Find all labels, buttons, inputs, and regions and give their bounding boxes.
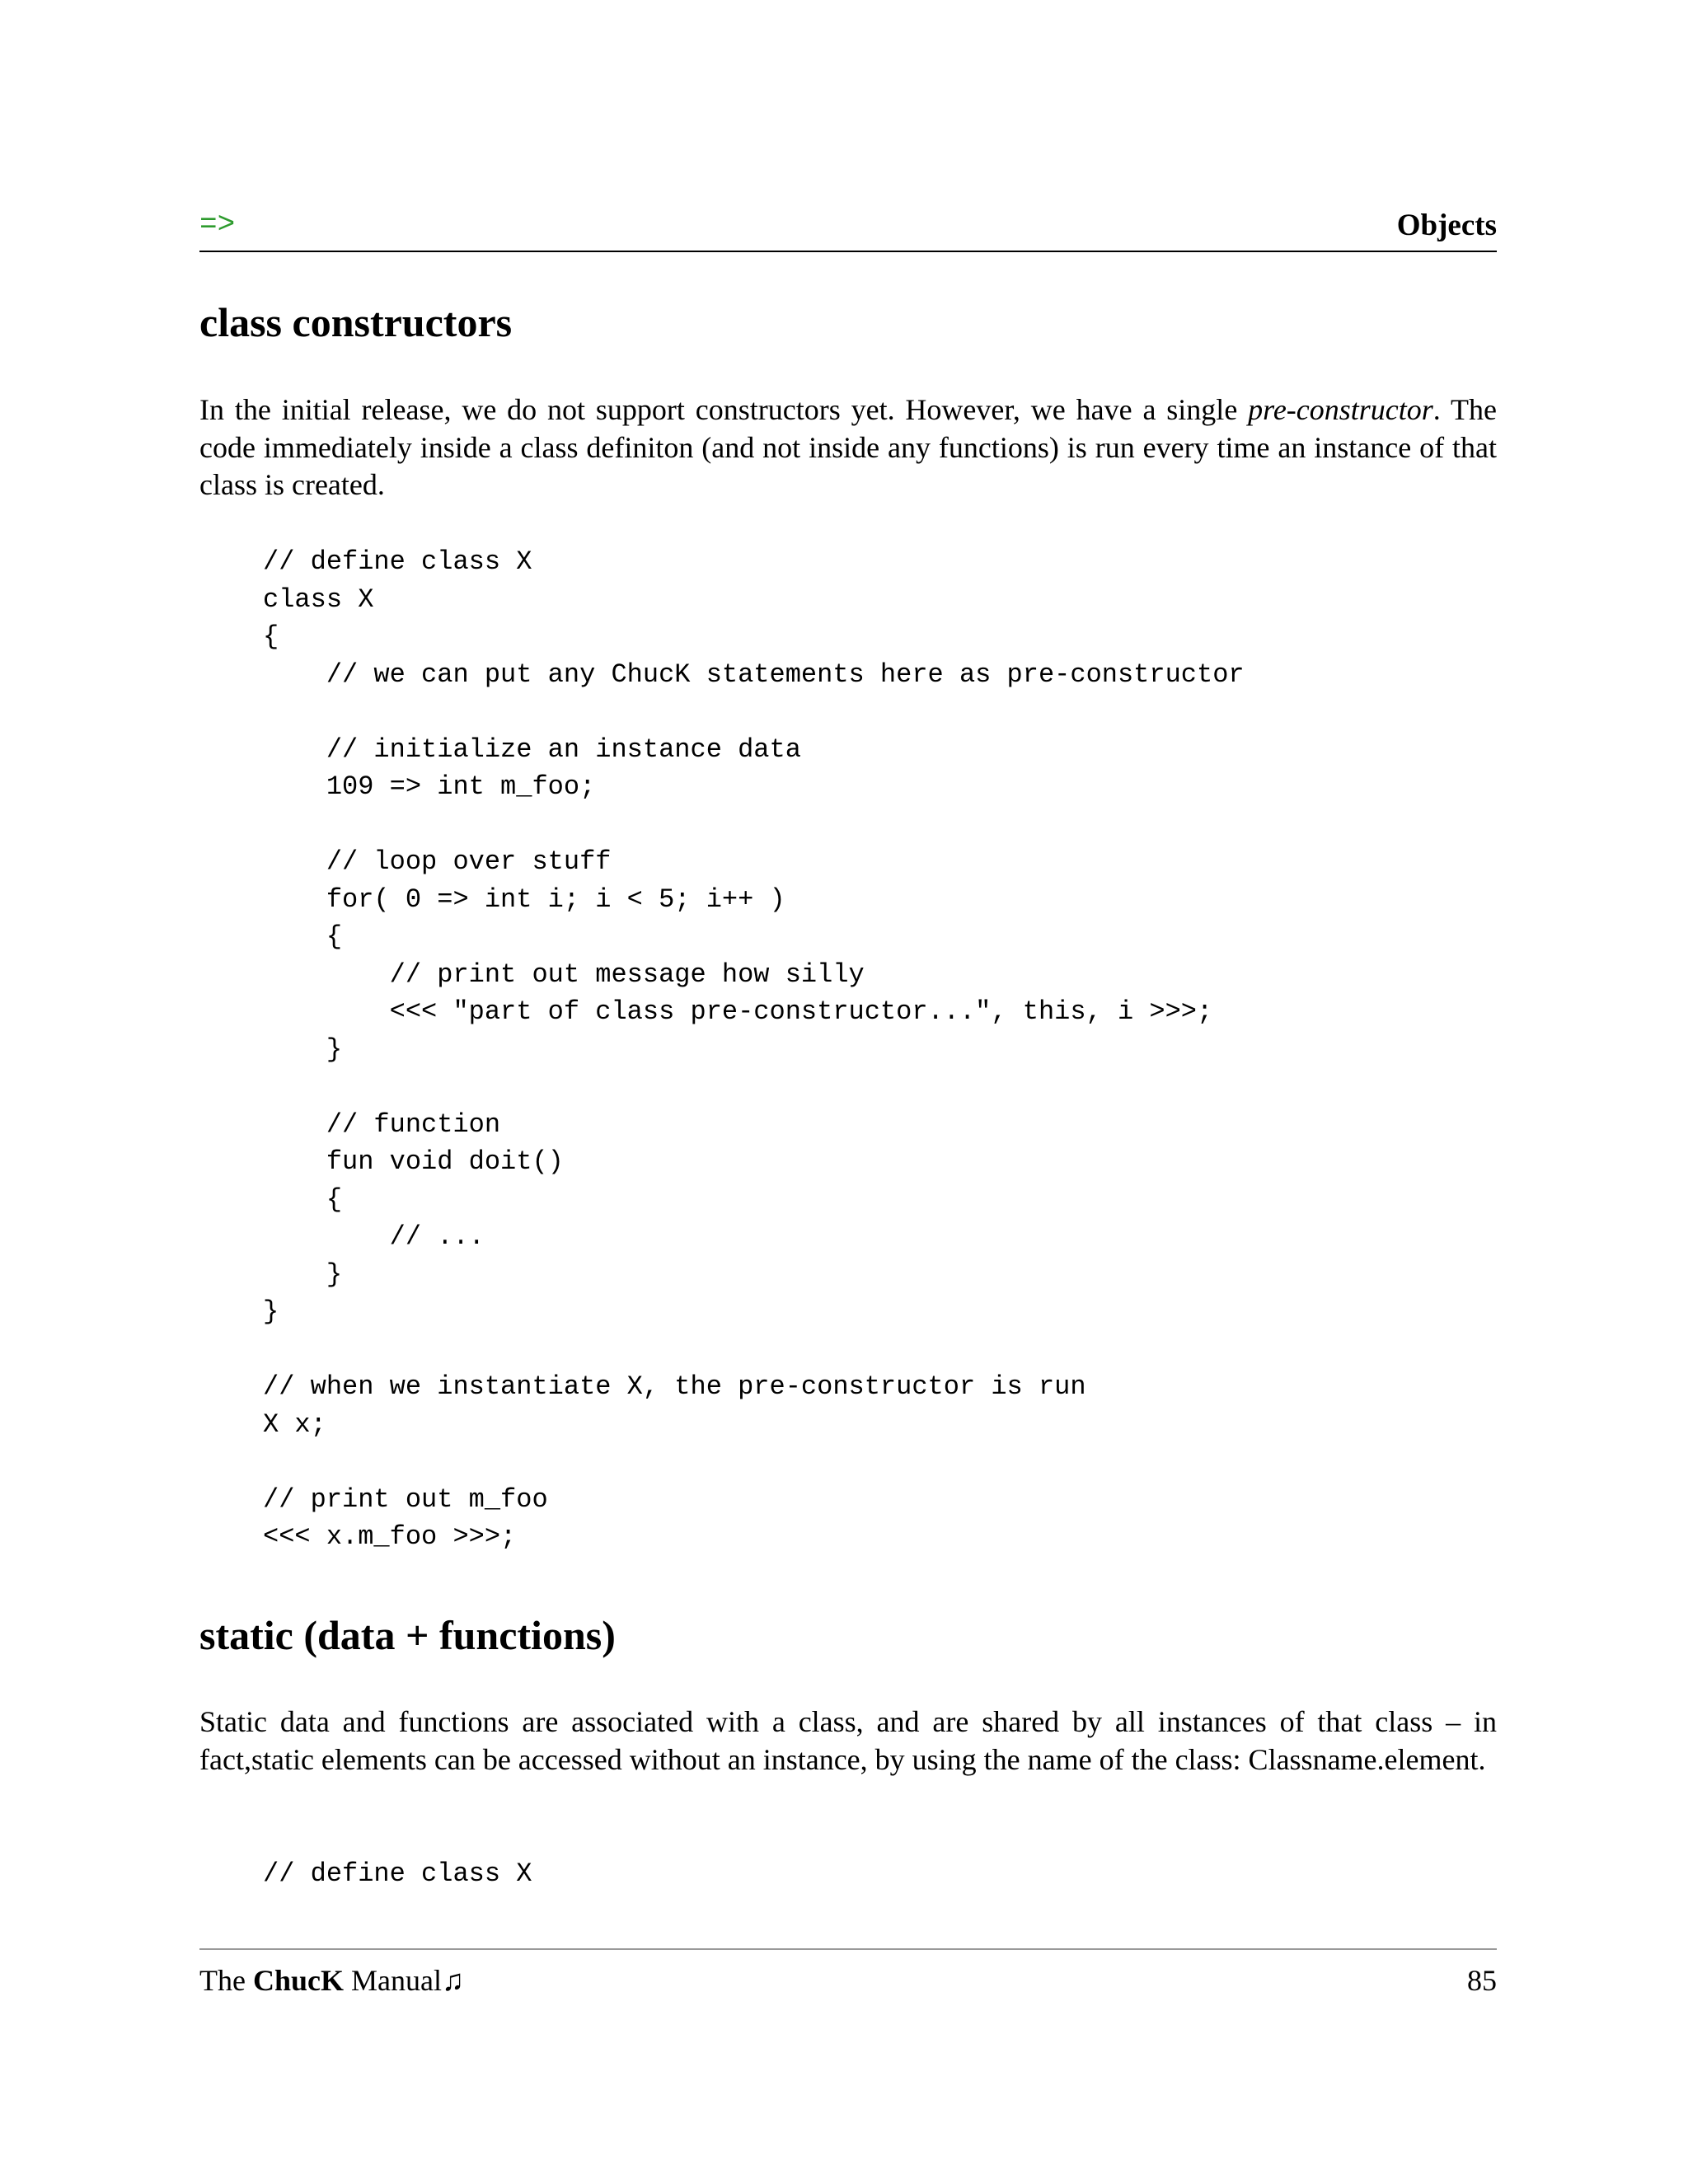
running-footer <box>199 1948 1497 1999</box>
code-line <box>263 806 1245 844</box>
code-line: // print out m_foo <box>263 1483 548 1515</box>
code-line: } <box>263 1033 343 1065</box>
code-line: class X <box>263 583 374 615</box>
code-line: } <box>263 1258 343 1290</box>
code-line <box>263 693 1245 731</box>
code-line: // when we instantiate X, the pre-constructor is run <box>263 1371 1086 1402</box>
code-line: <<< x.m_foo >>>; <box>263 1521 517 1552</box>
header-chapter-title: Objects <box>1396 209 1497 242</box>
running-header <box>199 208 1497 252</box>
code-line: fun void doit() <box>263 1146 564 1177</box>
code-line: { <box>263 621 279 652</box>
code-line: { <box>263 921 343 952</box>
code-line: // print out message how silly <box>263 958 865 990</box>
code-line: // we can put any ChucK statements here as pre-constructor <box>263 658 1245 690</box>
code-line <box>263 1331 1245 1369</box>
code-line: // define class X <box>263 1858 532 1889</box>
code-line: <<< "part of class pre-constructor...", this, i >>>; <box>263 996 1213 1027</box>
code-line: // loop over stuff <box>263 846 612 877</box>
paragraph-text: In the initial release, we do not support constructors yet. However, we have a single <box>199 393 1249 426</box>
code-line: // ... <box>263 1221 485 1252</box>
code-line: } <box>263 1296 279 1327</box>
code-line: for( 0 => int i; i < 5; i++ ) <box>263 883 785 915</box>
footer-prefix: The <box>199 1964 253 1997</box>
header-arrow-symbol: => <box>199 208 236 241</box>
code-line: // initialize an instance data <box>263 733 801 765</box>
section-paragraph-static: Static data and functions are associated with a class, and are shared by all instances of that class – in fact,static elements can be accessed without an instance, by using the name of the class: Classname.element. <box>199 1705 1497 1776</box>
footer-suffix: Manual♫ <box>344 1964 464 1997</box>
paragraph-emphasis: pre-constructor <box>1248 393 1433 426</box>
code-line <box>263 1068 1245 1106</box>
footer-brand: ChucK <box>252 1964 344 1997</box>
section-heading-class-constructors: class constructors <box>199 299 513 345</box>
code-line: { <box>263 1183 343 1215</box>
code-line: X x; <box>263 1408 326 1440</box>
code-line: // define class X <box>263 546 532 577</box>
paragraph-text: . The code immediately inside a class definiton (and not inside any functions) is run every time an instance of that class is created. <box>199 393 1497 501</box>
code-line: 109 => int m_foo; <box>263 771 596 802</box>
footer-manual-title <box>199 1963 464 1998</box>
code-block-static <box>263 1855 532 1893</box>
code-block-pre-constructor <box>263 543 1245 1556</box>
section-paragraph-class-constructors <box>199 391 1497 504</box>
code-line: // function <box>263 1108 501 1140</box>
code-line <box>263 1443 1245 1481</box>
section-heading-static: static (data + functions) <box>199 1612 616 1658</box>
page-number: 85 <box>1467 1964 1497 1997</box>
